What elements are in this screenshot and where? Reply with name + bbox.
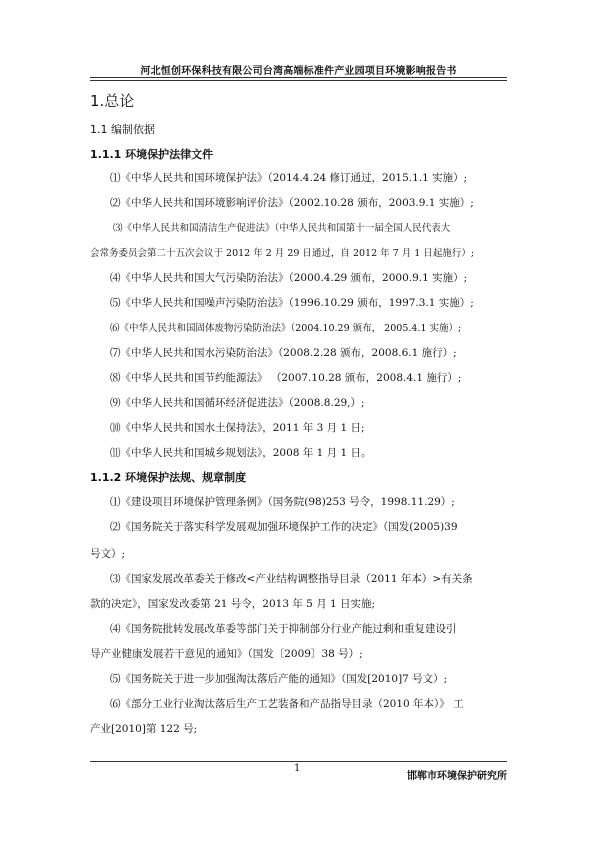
regulation-item: ⑷《国务院批转发展改革委等部门关于抑制部分行业产能过剩和重复建设引 [110, 623, 457, 635]
regulation-item-continued: 导产业健康发展若干意见的通知》（国发〔2009〕38 号）; [90, 648, 363, 660]
page-header: 河北恒创环保科技有限公司台湾高端标准件产业园项目环境影响报告书 [140, 66, 457, 77]
regulation-item: ⑸《国务院关于进一步加强淘汰落后产能的通知》（国发[2010]7 号文）; [110, 673, 448, 685]
page-number: 1 [294, 763, 301, 774]
law-item: ⑻《中华人民共和国节约能源法》 （2007.10.28 颁布，2008.4.1 施行）; [110, 372, 462, 384]
regulation-item-continued: 产业[2010]第 122 号; [90, 723, 198, 735]
regulation-item-continued: 款的决定》，国家发改委第 21 号令，2013 年 5 月 1 日实施; [90, 598, 376, 610]
subsection-title: 1.1 编制依据 [90, 123, 155, 136]
law-item: ⑼《中华人民共和国循环经济促进法》（2008.8.29,）; [110, 397, 365, 409]
law-item: ⑵《中华人民共和国环境影响评价法》（2002.10.28 颁布，2003.9.1 实施）; [110, 197, 474, 209]
section-title: 1.总论 [90, 92, 135, 110]
law-item: ⑹《中华人民共和国固体废物污染防治法》（2004.10.29 颁布， 2005.4.1 实施）; [110, 323, 462, 334]
law-item: ⑺《中华人民共和国水污染防治法》（2008.2.28 颁布，2008.6.1 施行）; [110, 347, 457, 359]
law-item: ⑶《中华人民共和国清洁生产促进法》（中华人民共和国第十一届全国人民代表大 [113, 223, 451, 234]
law-item: ⑾《中华人民共和国城乡规划法》，2008 年 1 月 1 日。 [110, 447, 372, 459]
subsubsection-title-2: 1.1.2 环境保护法规、规章制度 [90, 471, 247, 484]
law-item: ⑸《中华人民共和国噪声污染防治法》（1996.10.29 颁布，1997.3.1 实施）; [110, 297, 474, 309]
law-item-continued: 会常务委员会第二十五次会议于 2012 年 2 月 29 日通过，自 2012 年 7 月 1 日起施行）; [90, 248, 475, 259]
law-item: ⑷《中华人民共和国大气污染防治法》（2000.4.29 颁布，2000.9.1 实施）; [110, 272, 468, 284]
law-item: ⑽《中华人民共和国水土保持法》，2011 年 3 月 1 日; [110, 422, 365, 434]
regulation-item: ⑴《建设项目环境保护管理条例》（国务院(98)253 号令，1998.11.29）; [110, 496, 455, 508]
header-rule [90, 77, 507, 81]
regulation-item: ⑹《部分工业行业淘汰落后生产工艺装备和产品指导目录（2010 年本）》 工 [110, 698, 464, 710]
regulation-item: ⑵《国务院关于落实科学发展观加强环境保护工作的决定》（国发(2005)39 [110, 521, 458, 533]
footer-rule [90, 761, 507, 762]
regulation-item-continued: 号文）; [90, 548, 126, 560]
subsubsection-title-1: 1.1.1 环境保护法律文件 [90, 148, 214, 161]
regulation-item: ⑶《国家发展改革委关于修改<产业结构调整指导目录（2011 年本）>有关条 [110, 573, 473, 585]
law-item: ⑴《中华人民共和国环境保护法》（2014.4.24 修订通过，2015.1.1 实施）; [110, 172, 468, 184]
footer-organization: 邯郸市环境保护研究所 [407, 771, 507, 782]
